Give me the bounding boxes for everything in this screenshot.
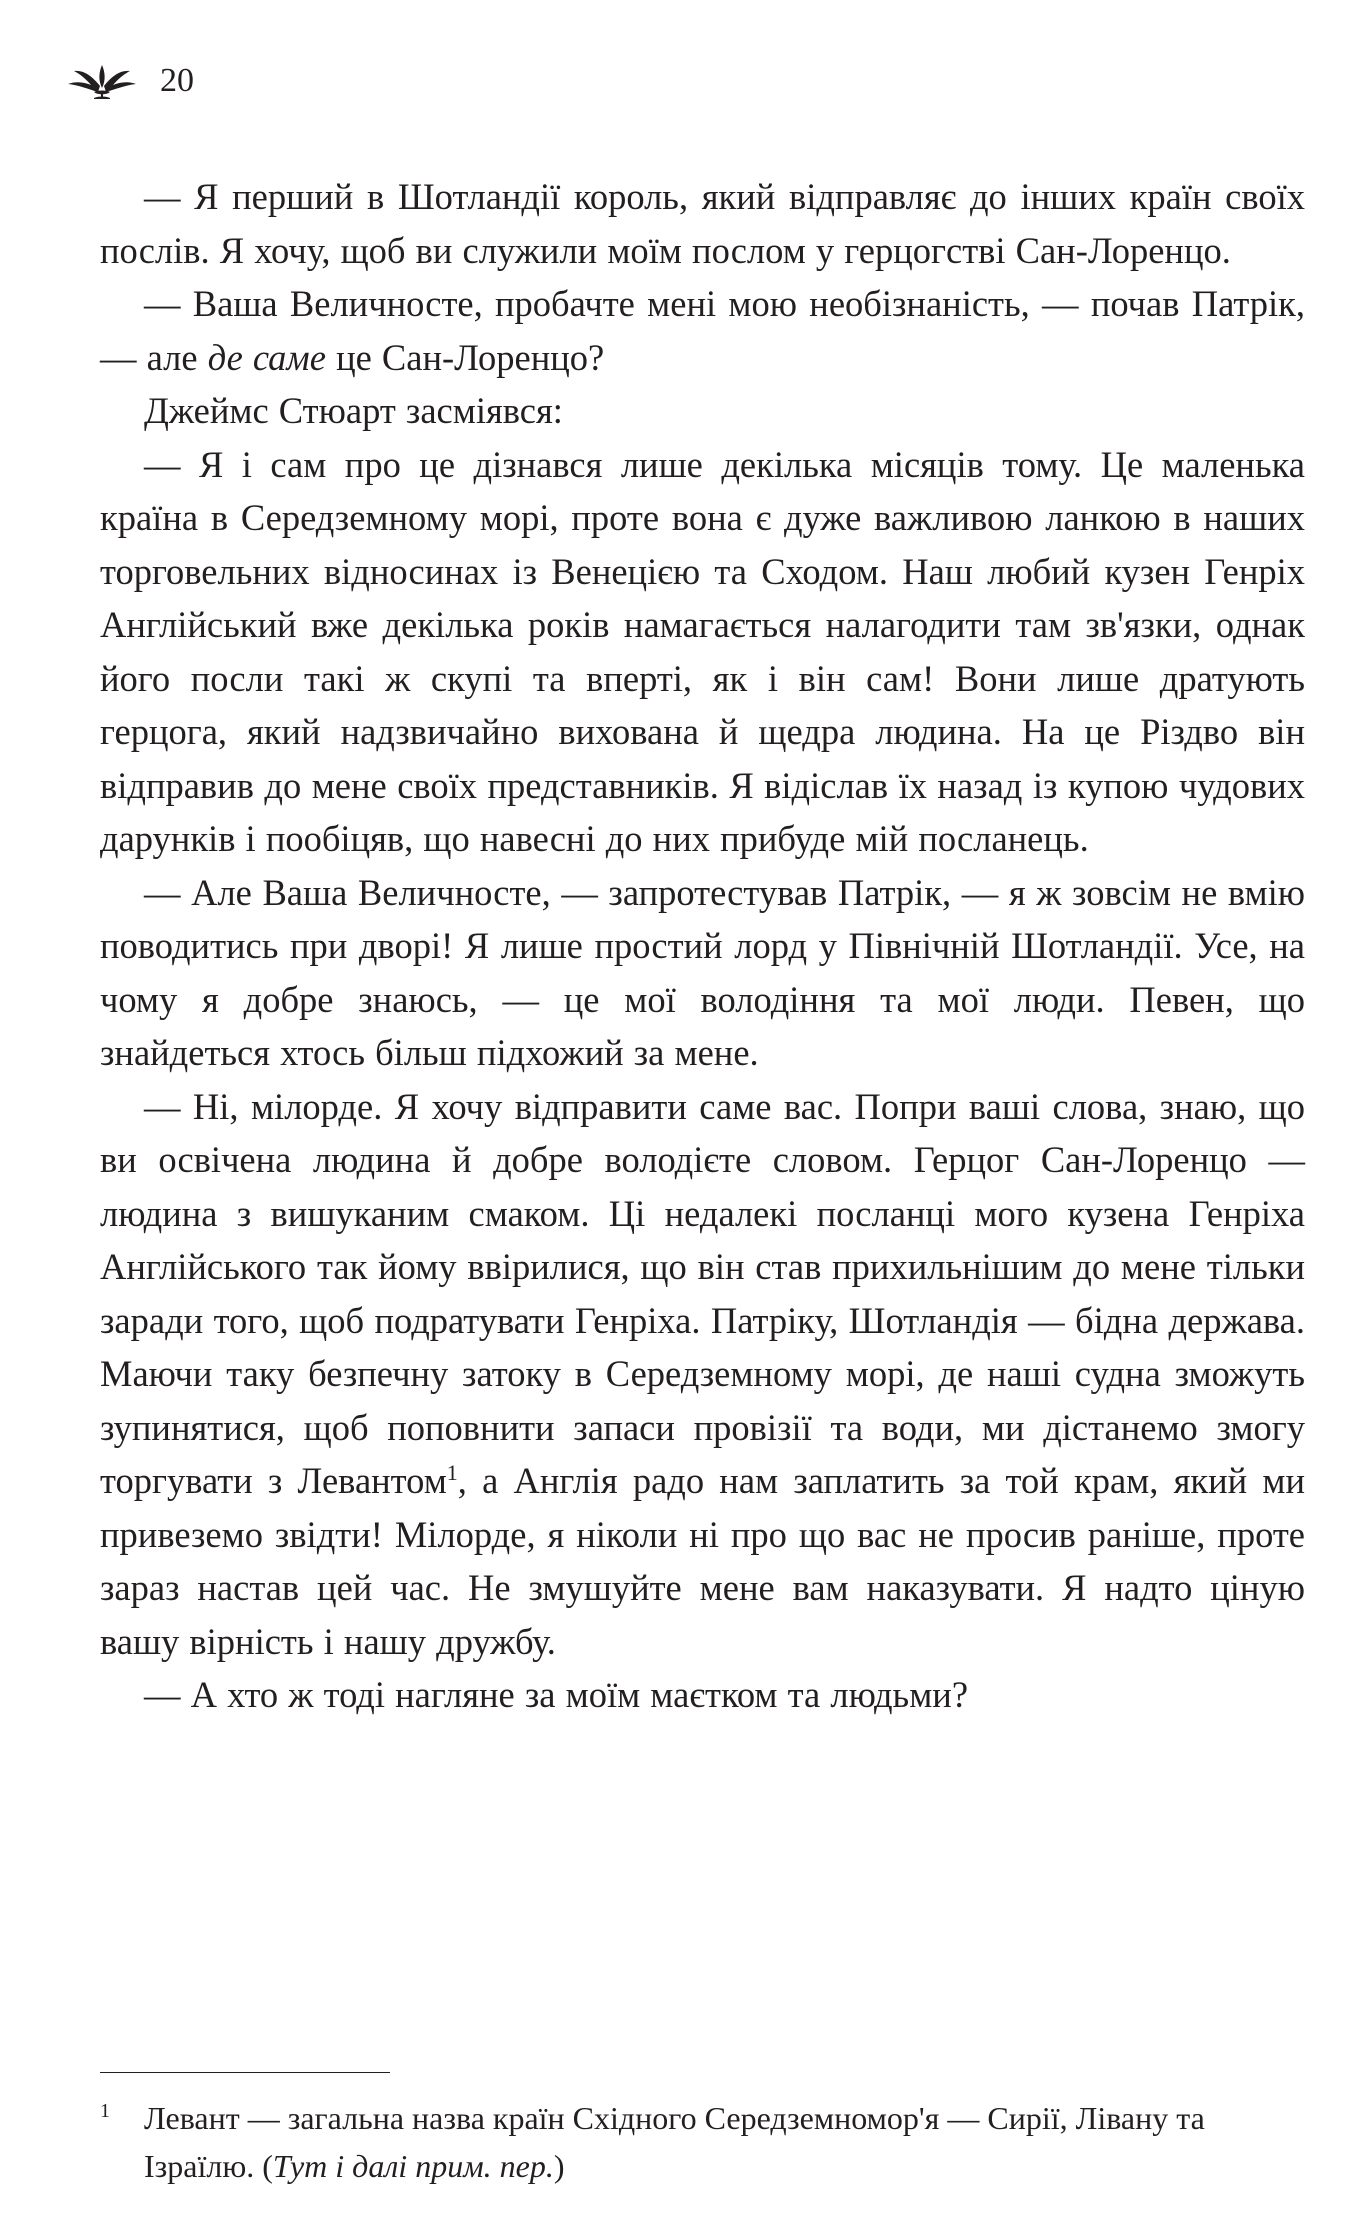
paragraph: — Але Ваша Величносте, — запротестував Патрік, — я ж зовсім не вмію поводитись при дворі! Я лише простий лорд у Північній Шотландії. Усе, на чому я добре знаюсь, — це мої володіння та мої люди. Певен, що знайдеться хтось більш підхожий за мене. — [100, 871, 1305, 1073]
paragraph-text: — Ні, мілорде. Я хочу відправити саме вас. Попри ваші слова, знаю, що ви освічена людина й добре володієте словом. Герцог Сан-Лоренцо — людина з вишуканим смаком. Ці недалекі посланці мого кузена Генріха Англійського так йому ввірилися, що він став прихильнішим до мене тільки заради того, щоб подратувати Генріха. Патріку, Шотландія — бідна держава. Маючи таку безпечну затоку в Середземному морі, де наші судна зможуть зупинятися, щоб поповнити запаси провізії та води, ми дістанемо змогу торгувати з Левантом — [100, 1085, 1305, 1501]
paragraph — [100, 277, 1305, 384]
page-number: 20 — [160, 62, 194, 99]
footnote-reference: 1 — [446, 1459, 458, 1485]
footnote-closing: ) — [553, 2148, 565, 2184]
italic-phrase: де саме — [207, 336, 326, 378]
footnote-italic-note: Тут і далі прим. пер. — [272, 2148, 554, 2184]
running-header — [64, 58, 194, 104]
paragraph: — Я і сам про це дізнався лише декілька місяців тому. Це маленька країна в Середземному морі, проте вона є дуже важливою ланкою в наших торговельних відносинах із Венецією та Сходом. Наш любий кузен Генріх Англійський вже декілька років намагається налагодити там зв'язки, однак його посли такі ж скупі та вперті, як і він сам! Вони лише дратують герцога, який надзвичайно вихована й щедра людина. На це Різдво він відправив до мене своїх представників. Я відіслав їх назад із купою чудових дарунків і пообіцяв, що навесні до них прибуде мій посланець. — [100, 443, 1305, 859]
footnote-text — [144, 2094, 1305, 2190]
lily-ornament-icon — [64, 62, 140, 100]
main-text — [100, 170, 1305, 1722]
paragraph-text: , а Англія радо нам заплатить за той крам, який ми привеземо звідти! Мілорде, я ніколи ні про що вас не просив раніше, проте зараз настав цей час. Не змушуйте мене вам наказувати. Я надто ціную вашу вірність і нашу дружбу. — [100, 1460, 1305, 1662]
paragraph: — Я перший в Шотландії король, який відправляє до інших країн своїх послів. Я хочу, щоб ви служили моїм послом у герцогстві Сан-Лоренцо. — [100, 176, 1305, 271]
paragraph: Джеймс Стюарт засміявся: — [144, 390, 563, 431]
footnote-divider — [100, 2072, 390, 2073]
paragraph: — А хто ж тоді нагляне за моїм маєтком та людьми? — [144, 1674, 969, 1715]
footnote — [100, 2094, 1305, 2190]
paragraph — [100, 1080, 1305, 1669]
paragraph-text: це Сан-Лоренцо? — [325, 336, 605, 378]
paragraph-text: — Ваша Величносте, пробачте мені мою необізнаність, — почав Патрік, — але — [100, 283, 1305, 378]
footnote-body: Левант — загальна назва країн Східного Середземномор'я — Сирії, Лівану та Ізраїлю. ( — [144, 2100, 1205, 2184]
footnote-marker: 1 — [100, 2100, 110, 2122]
